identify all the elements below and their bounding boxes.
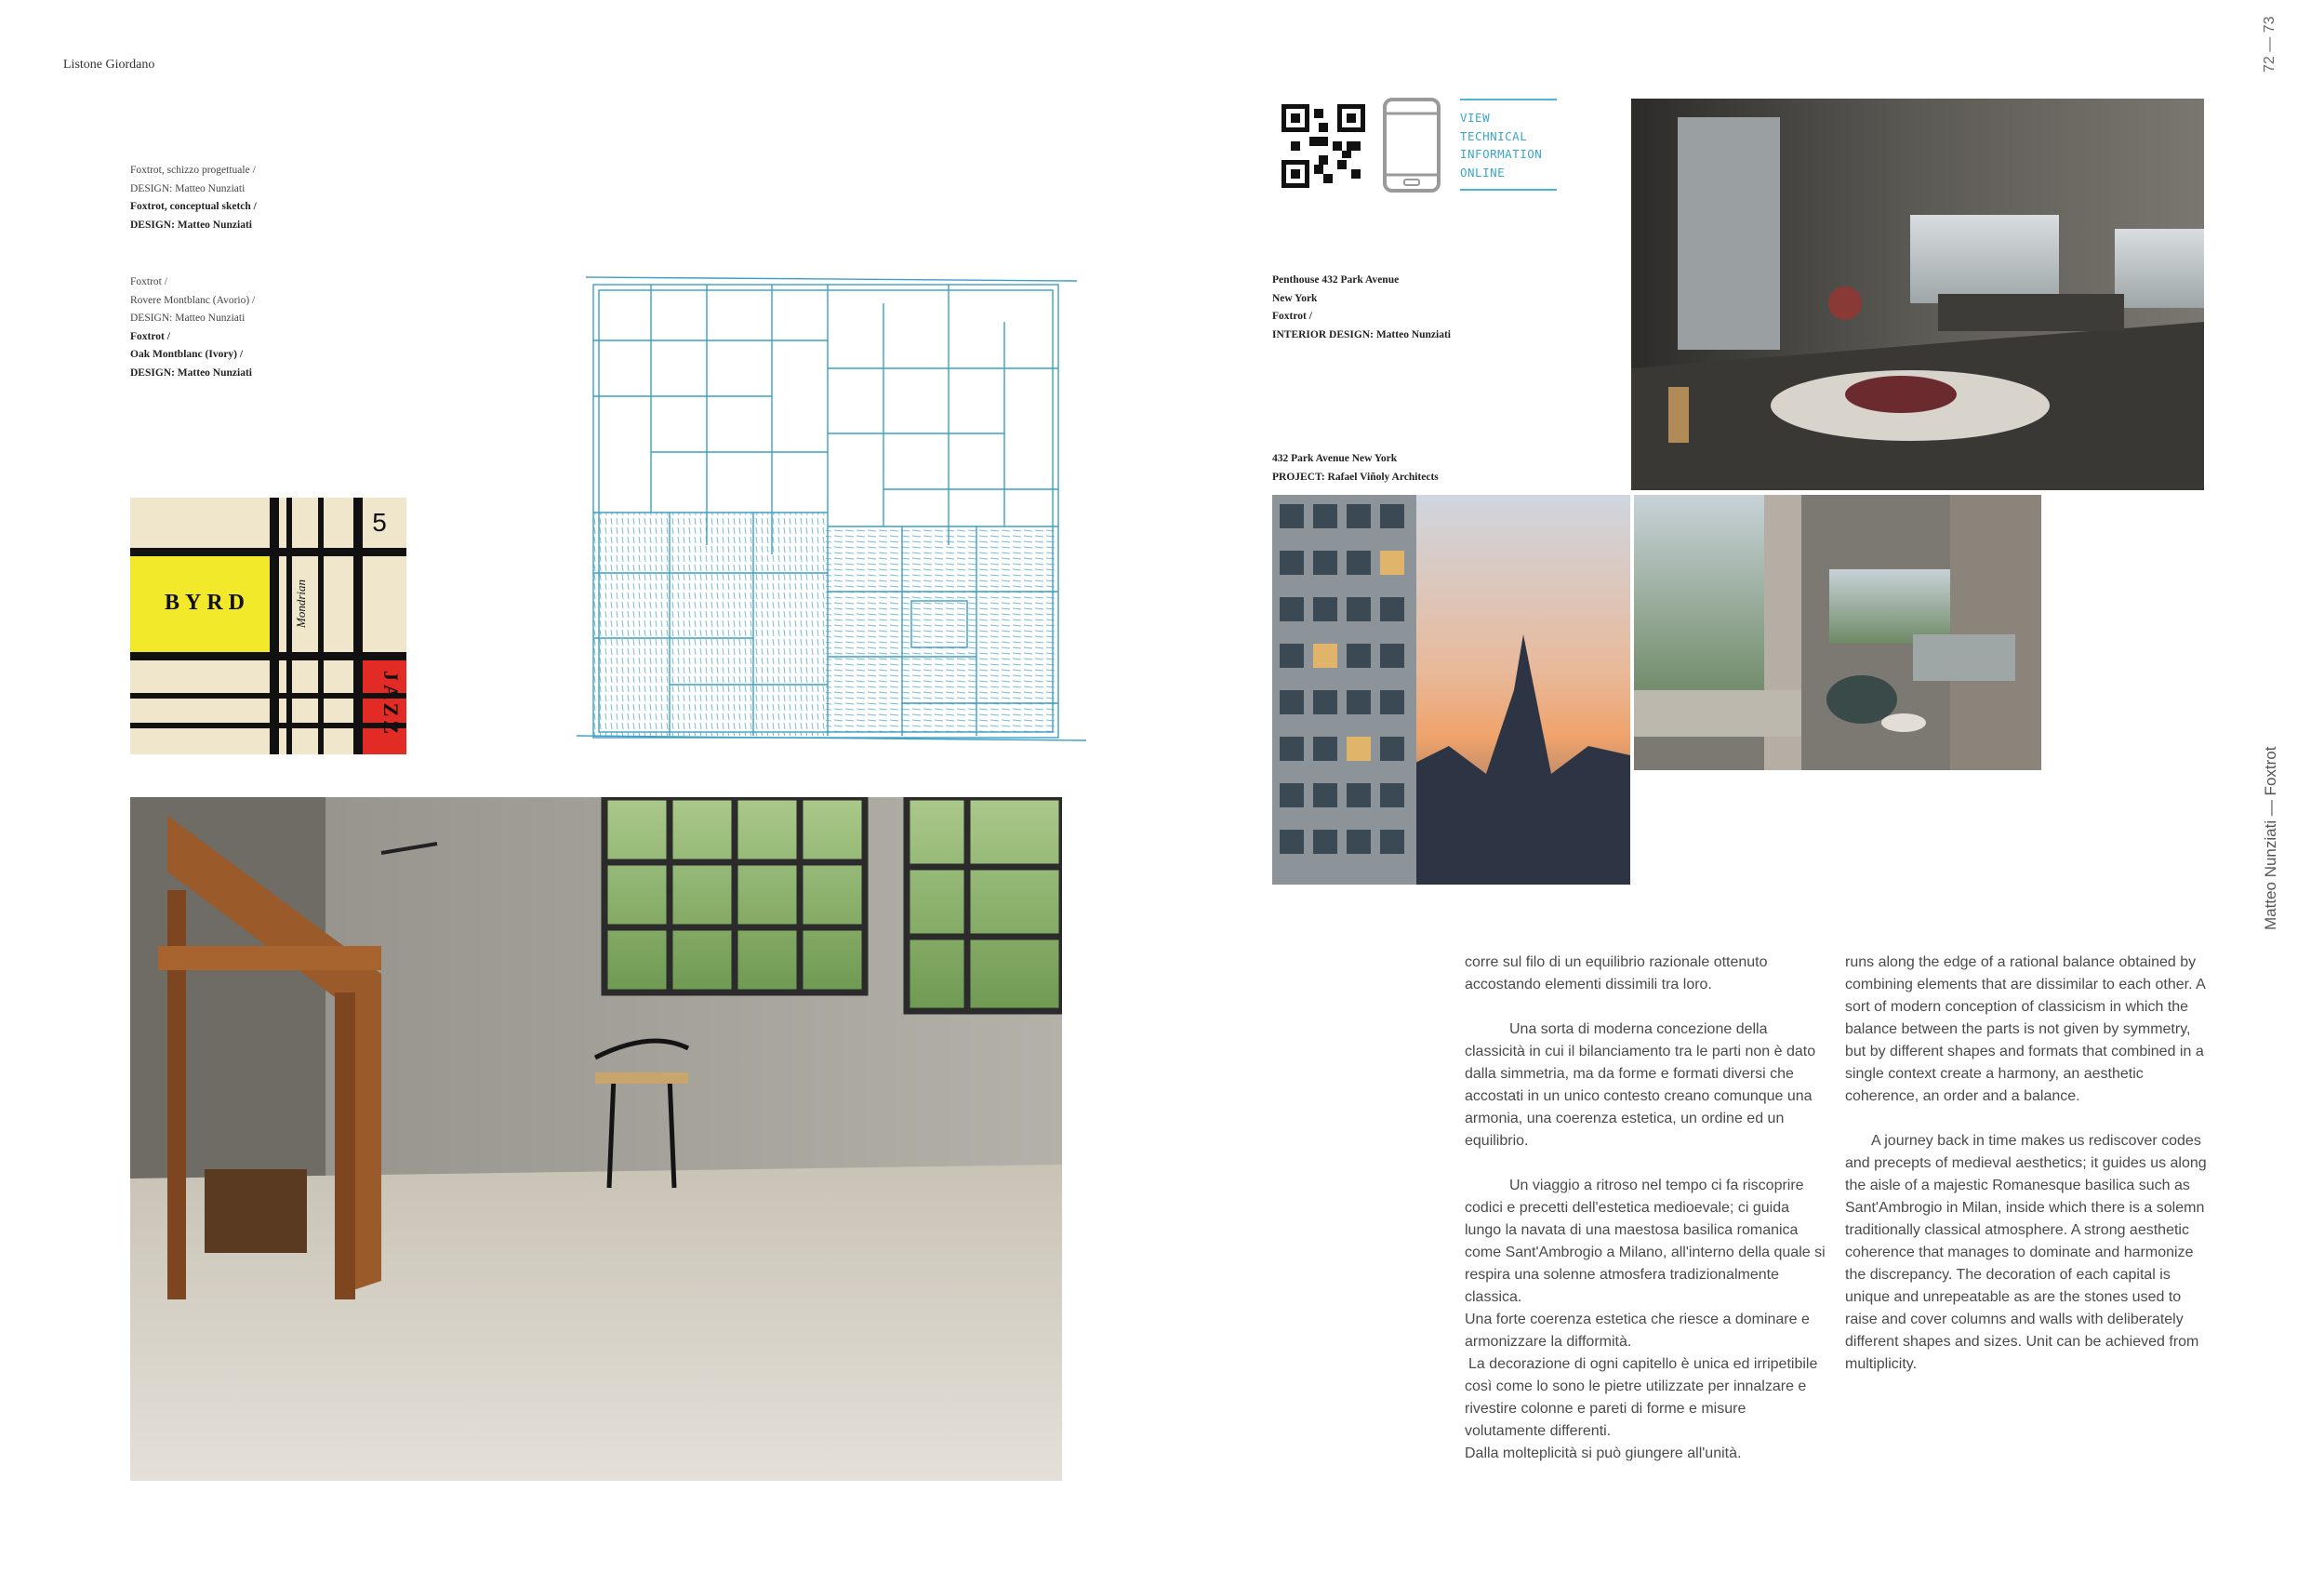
cta-line: INFORMATION — [1460, 147, 1543, 161]
caption-line: 432 Park Avenue New York — [1272, 453, 1398, 464]
loft-interior-photo — [130, 797, 1062, 1481]
paragraph-it: accostando elementi dissimili tra loro. — [1465, 977, 1712, 992]
italian-body-text — [1465, 952, 1827, 1465]
paragraph-it: Un viaggio a ritroso nel tempo ci fa riscoprire codici e precetti dell'estetica medioevale; ci guida lungo la navata di una maestosa basilica romanica come Sant'Ambrogio a Milano, all'interno della quale si respira una solenne atmosfera tradizionalmente classica. — [1465, 1178, 1826, 1305]
album-side-text: JAZZ — [379, 670, 403, 739]
view-technical-info-link[interactable] — [1460, 99, 1557, 191]
caption-line-en: DESIGN: Matteo Nunziati — [130, 219, 252, 231]
album-title: BYRD — [164, 591, 251, 615]
caption-line: DESIGN: Matteo Nunziati — [130, 313, 246, 324]
cta-line: ONLINE — [1460, 165, 1506, 180]
caption-line-en: Oak Montblanc (Ivory) / — [130, 349, 244, 360]
sketch-caption — [130, 162, 409, 234]
paragraph-it: La decorazione di ogni capitello è unica ed irripetibile così come lo sono le pietre utilizzate per innalzare e rivestire colonne e pareti di forme e misure volutamente differenti. — [1465, 1356, 1818, 1439]
paragraph-en: runs along the edge of a rational balance obtained by combining elements that are dissimilar to each other. A sort of modern conception of classicism in which the balance between the parts is not given by symmetry, but by different shapes and formats that combined in a single context create a harmony, an aesthetic coherence, an order and a balance. — [1845, 954, 2205, 1104]
penthouse-living-photo — [1631, 99, 2204, 490]
paragraph-it: corre sul filo di un equilibrio razionale ottenuto — [1465, 954, 1768, 970]
penthouse-caption — [1272, 272, 1588, 344]
cta-line: VIEW — [1460, 111, 1491, 125]
caption-line: Foxtrot / — [130, 276, 167, 287]
tower-caption — [1272, 450, 1588, 486]
caption-line: New York — [1272, 292, 1318, 304]
page-numbers: 72 — 73 — [2262, 16, 2278, 73]
brand-name: Listone Giordano — [63, 58, 155, 72]
conceptual-sketch — [577, 266, 1086, 759]
caption-line: Foxtrot / — [1272, 311, 1312, 322]
caption-line: Rovere Montblanc (Avorio) / — [130, 294, 256, 306]
caption-line: Penthouse 432 Park Avenue — [1272, 274, 1400, 286]
oak-caption — [130, 273, 409, 382]
caption-line-en: DESIGN: Matteo Nunziati — [130, 366, 252, 379]
qr-code[interactable] — [1282, 104, 1365, 188]
caption-line-en: Foxtrot, conceptual sketch / — [130, 201, 257, 212]
caption-line: DESIGN: Matteo Nunziati — [130, 182, 246, 194]
smartphone-icon — [1382, 97, 1441, 193]
jazz-album-cover — [130, 498, 406, 754]
caption-line: PROJECT: Rafael Viñoly Architects — [1272, 471, 1439, 483]
caption-line: INTERIOR DESIGN: Matteo Nunziati — [1272, 328, 1451, 340]
caption-line-en: Foxtrot / — [130, 330, 170, 342]
caption-line: Foxtrot, schizzo progettuale / — [130, 165, 256, 176]
album-number: 5 — [372, 508, 387, 537]
paragraph-it: Dalla molteplicità si può giungere all'unità. — [1465, 1445, 1742, 1461]
paragraph-it: Una sorta di moderna concezione della classicità in cui il bilanciamento tra le parti non è dato dalla simmetria, ma da forme e formati diversi che accostati in un unico contesto creano comunque una armonia, una coerenza estetica, un ordine ed un equilibrio. — [1465, 1021, 1816, 1149]
paragraph-it: Una forte coerenza estetica che riesce a dominare e armonizzare la difformità. — [1465, 1312, 1810, 1350]
penthouse-bedroom-photo — [1634, 495, 2041, 770]
section-side-caption: Matteo Nunziati — Foxtrot — [2262, 746, 2279, 930]
paragraph-en: A journey back in time makes us rediscover codes and precepts of medieval aesthetics; it guides us along the aisle of a majestic Romanesque basilica such as Sant'Ambrogio in Milan, inside which there is a solemn traditionally classical atmosphere. A strong aesthetic coherence that manages to dominate and harmonize the discrepancy. The decoration of each capital is unique and unrepeatable as are the stones used to raise and cover columns and walls with deliberately different shapes and sizes. Unit can be achieved from multiplicity. — [1845, 1133, 2207, 1372]
album-vertical-label: Mondrian — [294, 579, 308, 628]
cta-line: TECHNICAL — [1460, 128, 1528, 143]
tower-skyline-photo — [1272, 495, 1630, 885]
english-body-text — [1845, 952, 2210, 1376]
